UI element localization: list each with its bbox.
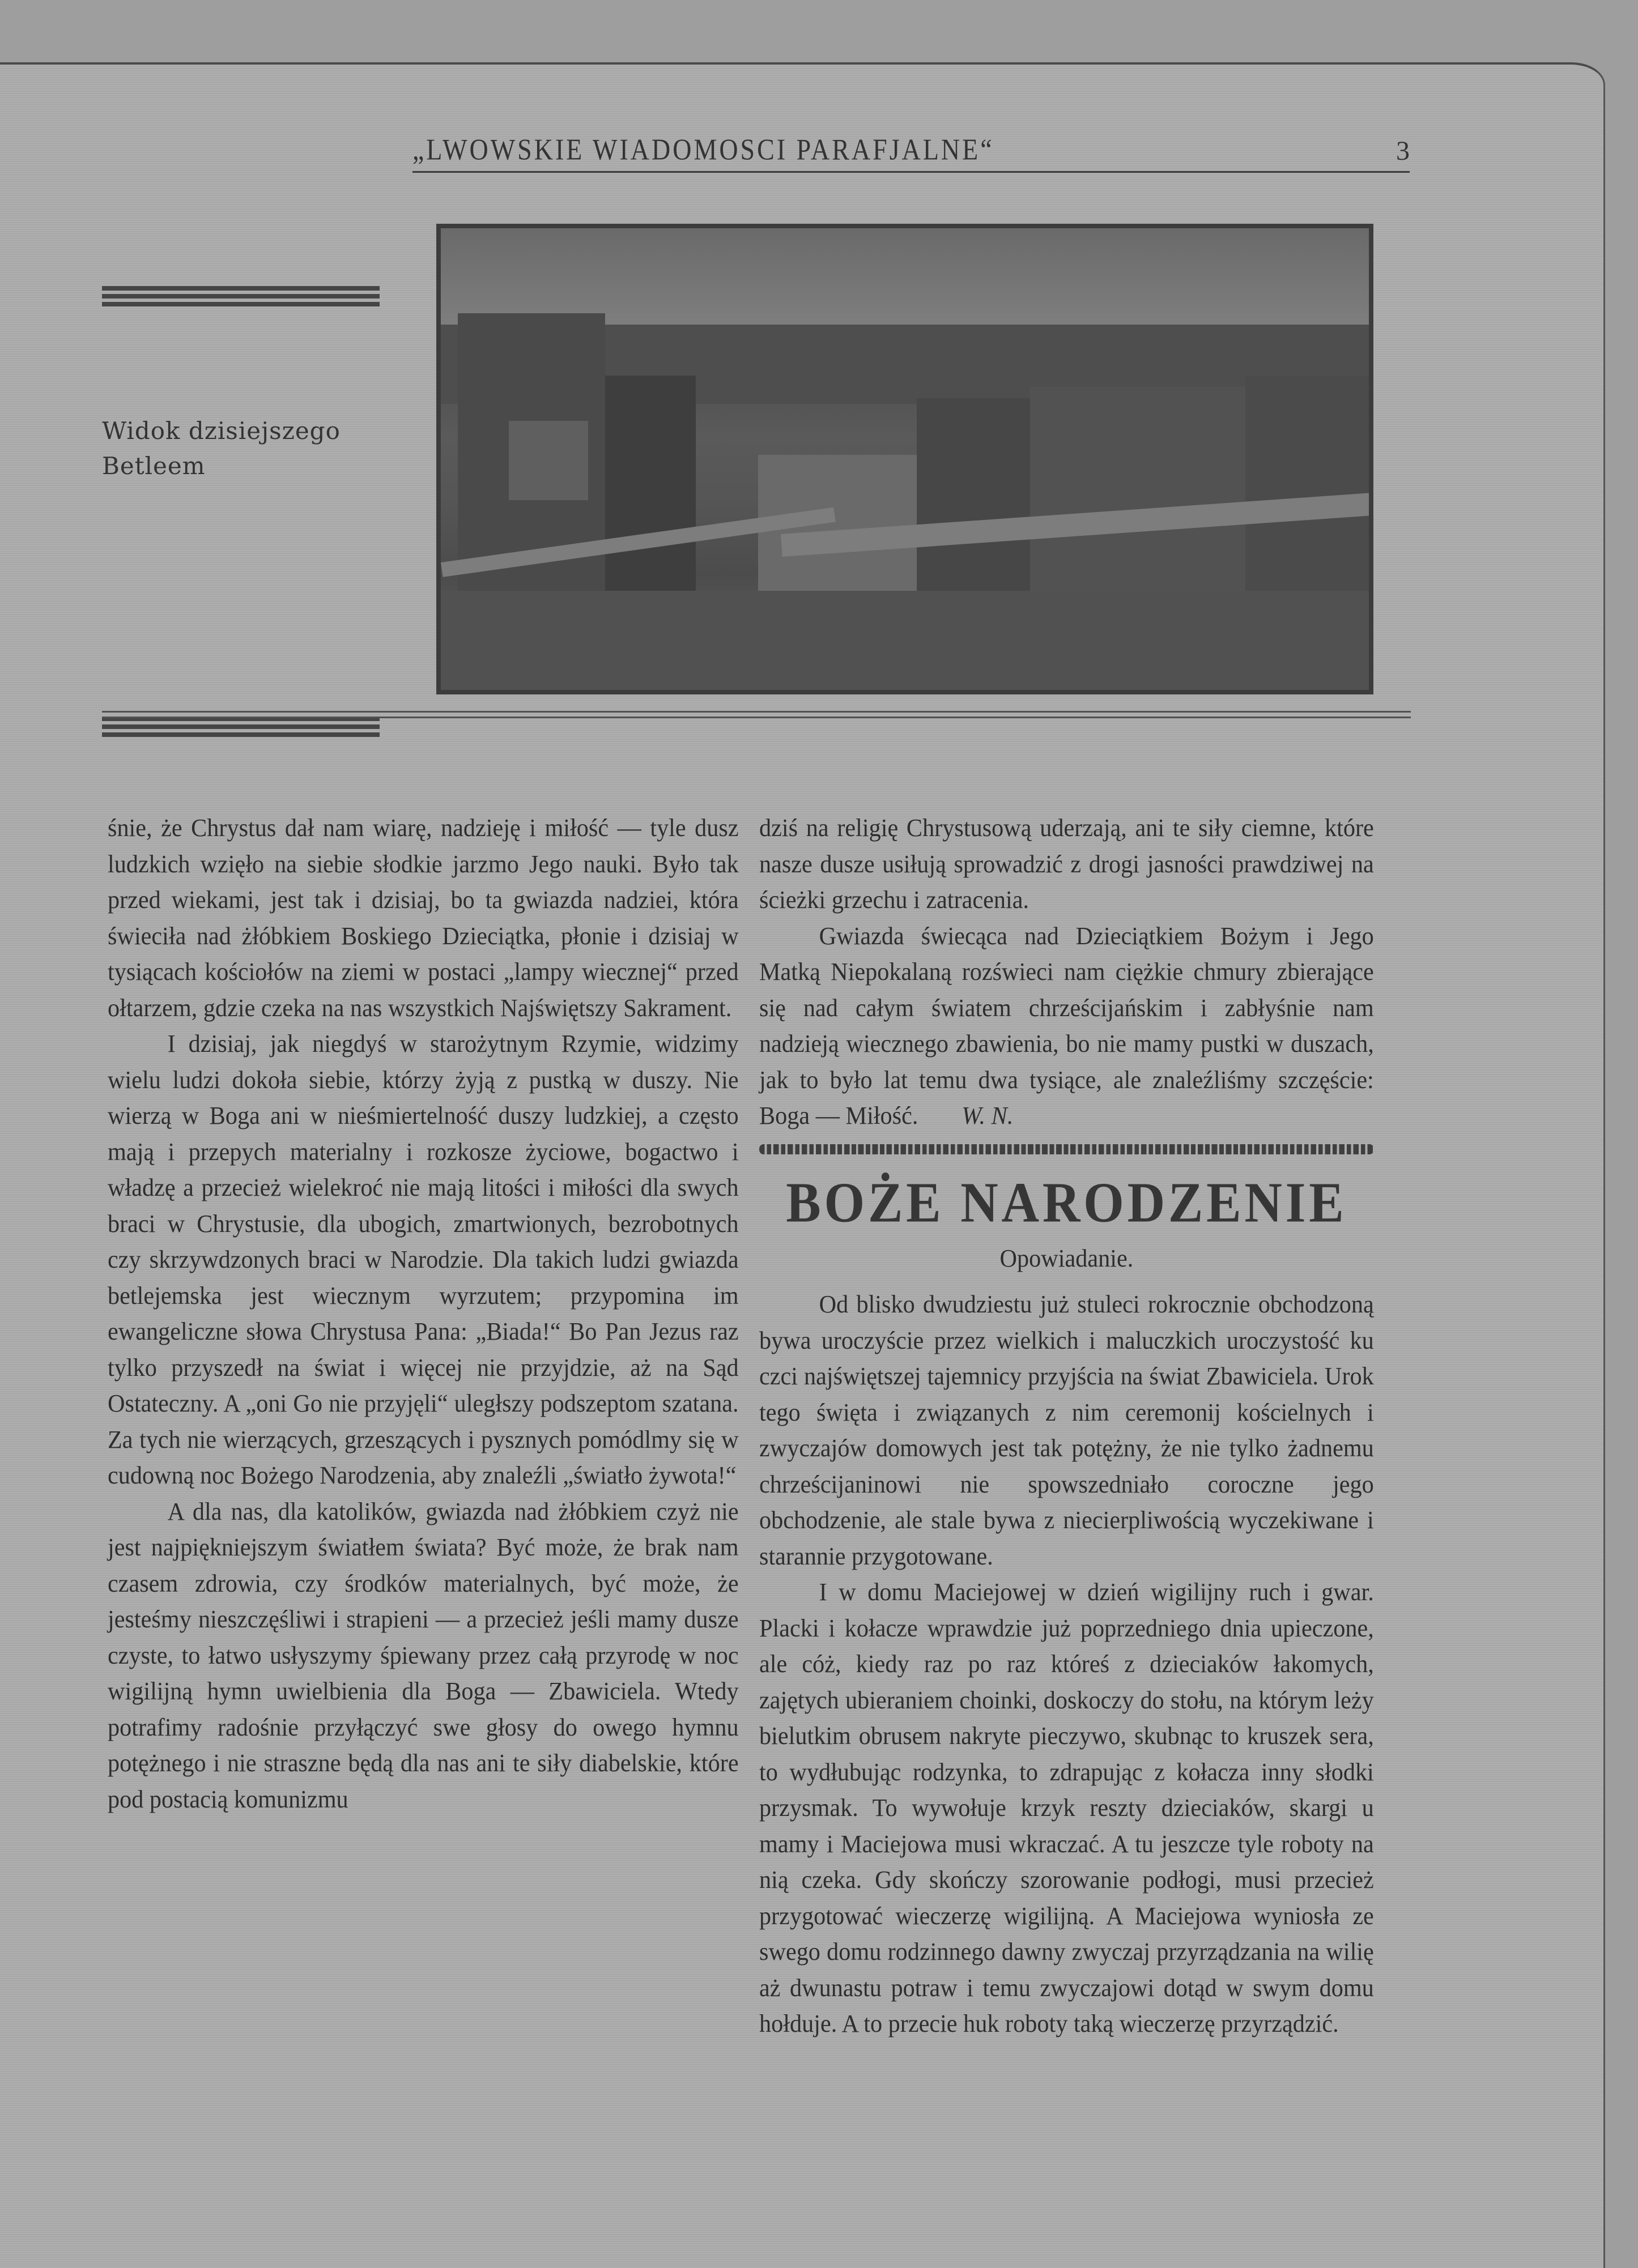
story-subtitle: Opowiadanie. xyxy=(999,1244,1134,1272)
photo-building xyxy=(1245,376,1369,591)
story-title: BOŻE NARODZENIE xyxy=(786,1170,1347,1234)
decorative-rules-top xyxy=(102,286,380,310)
publication-title: „LWOWSKIE WIADOMOSCI PARAFJALNE“ xyxy=(412,133,994,166)
paragraph: I dzisiaj, jak niegdyś w starożytnym Rzymie, widzimy wielu ludzi dokoła siebie, którzy żyją z pustką w duszy. Nie wierzą w Boga ani w nieśmiertelność duszy ludzkiej, a często mają i przepych materialny i rozkosze życiowe, bogactwo i władzę a przecież wielekroć nie mają litości i miłości dla swych braci w Chrystusie, dla ubogich, zmartwionych, bezrobotnych czy skrzywdzonych braci w Narodzie. Dla takich ludzi gwiazda betlejemska jest wiecznym wyrzutem; przypomina im ewangeliczne słowa Chrystusa Pana: „Biada!“ Bo Pan Jezus raz tylko przyszedł na świat i więcej nie przyjdzie, aż na Sąd Ostateczny. A „oni Go nie przyjęli“ uległszy podszeptom szatana. Za tych nie wierzących, grzeszących i pysznych pomódlmy się w cudowną noc Bożego Narodzenia, aby znaleźli „światło żywota!“ xyxy=(108,1030,739,1489)
caption-line-2: Betleem xyxy=(102,452,206,480)
paragraph: I w domu Maciejowej w dzień wigilijny ruch i gwar. Placki i kołacze wprawdzie już poprzedniego dnia upieczone, ale cóż, kiedy raz po raz któreś z dzieciaków łakomych, zajętych ubieraniem choinki, doskoczy do stołu, na którym leży bielutkim obrusem nakryte pieczywo, skubnąc to kruszek sera, to wydłubując rodzynka, to zdrapując z kołacza inny słodki przysmak. To wywołuje krzyk reszty dzieciaków, skargi u mamy i Maciejowa musi wkraczać. A tu jeszcze tyle roboty na nią czeka. Gdy skończy szorowanie podłogi, musi przecież przygotować wieczerzę wigilijną. A Maciejowa wyniosła ze swego domu rodzinnego dawny zwyczaj przyrządzania na wilię aż dwunastu potraw i temu zwyczajowi dotąd w swym domu hołduje. A to przecie huk roboty taką wieczerzę przyrządzić. xyxy=(759,1578,1374,2037)
ornamental-divider xyxy=(759,1144,1374,1154)
illustration-caption xyxy=(102,413,374,484)
paragraph: Od blisko dwudziestu już stuleci rokrocznie obchodzoną bywa uroczyście przez wielkich i maluczkich uroczystość ku czci najświętszej tajemnicy przyjścia na świat Zbawiciela. Urok tego święta i związanych z nim ceremonij kościelnych i zwyczajów domowych jest tak potężny, że nie tylko żadnemu chrześcijaninowi nie spowszedniało coroczne jego obchodzenie, ale stale bywa z niecierpliwością wyczekiwane i starannie przygotowane. xyxy=(759,1290,1374,1570)
paragraph: śnie, że Chrystus dał nam wiarę, nadzieję i miłość — tyle dusz ludzkich wzięło na siebie słodkie jarzmo Jego nauki. Było tak przed wiekami, jest tak i dzisiaj, bo ta gwiazda nadziei, która świeciła nad żłóbkiem Boskiego Dzieciątka, płonie i dzisiaj w tysiącach kościołów na ziemi w postaci „lampy wiecznej“ przed ołtarzem, gdzie czeka na nas wszystkich Najświętszy Sakrament. xyxy=(108,814,739,1022)
section-divider xyxy=(102,711,1411,722)
photo-building xyxy=(605,376,696,619)
author-signature: W. N. xyxy=(961,1102,1014,1129)
paragraph: dziś na religię Chrystusową uderzają, ani te siły ciemne, które nasze dusze usiłują sprowadzić z drogi jasności prawdziwej na ścieżki grzechu i zatracenia. xyxy=(759,814,1374,914)
paragraph-text: Gwiazda świecąca nad Dzieciątkiem Bożym i Jego Matką Niepokalaną rozświeci nam ciężkie chmury zbierające się nad całym światem chrześcijańskim i zabłyśnie nam nadzieją wiecznego zbawienia, bo nie mamy pustki w duszach, jak to było lat temu dwa tysiące, ale znaleźliśmy szczęście: Boga — Miłość. xyxy=(759,922,1374,1129)
left-column xyxy=(108,810,739,1817)
right-column xyxy=(759,810,1374,2042)
running-header xyxy=(412,131,1410,173)
photo-foreground xyxy=(441,591,1369,690)
page-number: 3 xyxy=(1396,136,1410,166)
photo-building xyxy=(1030,387,1245,591)
paragraph: A dla nas, dla katolików, gwiazda nad żłóbkiem czyż nie jest najpiękniejszym światłem świata? Być może, że brak nam czasem zdrowia, czy środków materialnych, być może, że jesteśmy nieszczęśliwi i strapieni — a przecież jeśli mamy dusze czyste, to łatwo usłyszymy śpiewany przez całą przyrodę w noc wigilijną hymn uwielbienia dla Boga — Zbawiciela. Wtedy potrafimy radośnie przyłączyć swe głosy do owego hymnu potężnego i nie straszne będą dla nas ani te siły diabelskie, które pod postacią komunizmu xyxy=(108,1497,739,1813)
bethlehem-photo xyxy=(436,224,1373,694)
caption-line-1: Widok dzisiejszego xyxy=(102,417,341,445)
photo-building xyxy=(509,421,588,500)
paragraph xyxy=(759,918,1374,1134)
